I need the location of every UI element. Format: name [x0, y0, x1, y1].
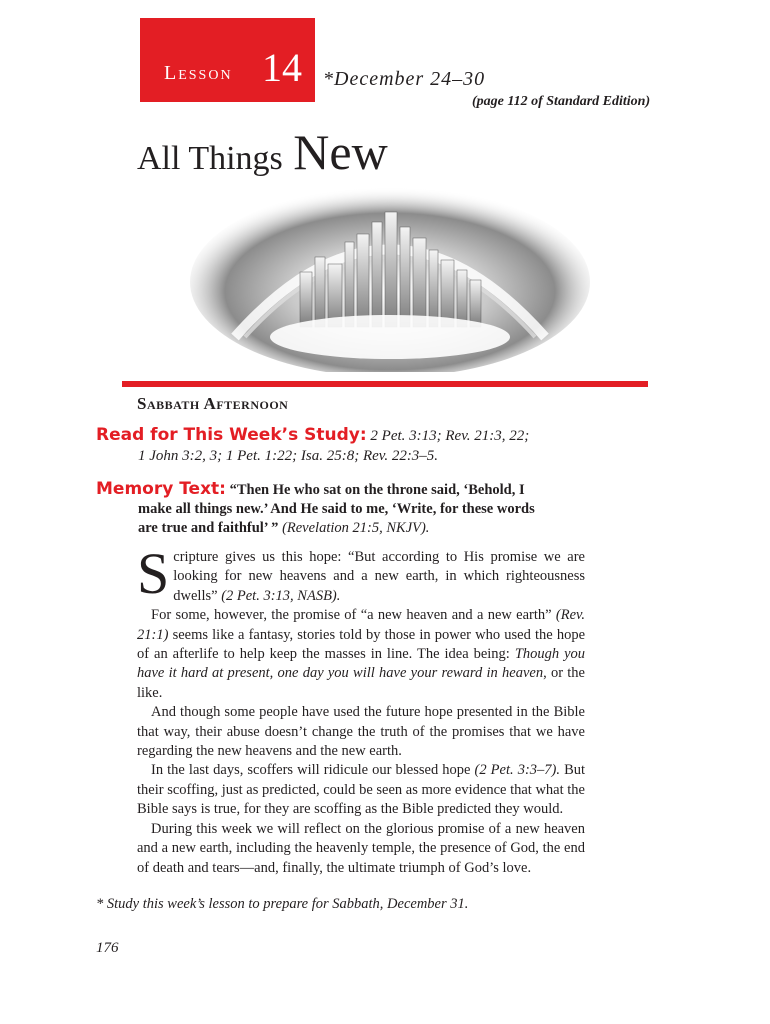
page-reference: (page 112 of Standard Edition) [472, 94, 651, 109]
section-divider [122, 381, 648, 387]
paragraph-5: During this week we will reflect on the glorious promise of a new heaven and a new earth, including the heavenly temple, the presence of God, the end of death and tears—and, finally, the ultimate triumph of God’s love. [137, 820, 585, 876]
lesson-label: Lesson [164, 62, 233, 84]
memory-text [96, 480, 591, 538]
paragraph-1: Scripture gives us this hope: “But according to His promise we are looking for new heavens and a new earth, in which righteousness dwells” (2 Pet. 3:13, NASB). [137, 541, 585, 606]
memory-reference: (Revelation 21:5, NKJV). [282, 520, 430, 536]
title-word-2: New [293, 124, 388, 180]
body-text [137, 541, 586, 878]
read-refs-line-2: 1 John 3:2, 3; 1 Pet. 1:22; Isa. 25:8; Rev. 22:3–5. [138, 448, 439, 464]
read-refs-line-1: 2 Pet. 3:13; Rev. 21:3, 22; [370, 428, 530, 444]
memory-text-line-1: “Then He who sat on the throne said, ‘Behold, I [229, 482, 525, 498]
page-number: 176 [96, 940, 119, 956]
drop-cap: S [137, 541, 170, 606]
lesson-badge [140, 18, 315, 102]
read-for-study [96, 425, 596, 466]
paragraph-3: And though some people have used the future hope presented in the Bible that way, their abuse doesn’t change the truth of the promises that we have regarding the new heavens and the new earth. [137, 704, 585, 760]
read-label: Read for This Week’s Study: [96, 425, 367, 445]
title-word-1: All Things [137, 140, 283, 177]
lesson-number: 14 [262, 45, 302, 90]
lesson-date: *December 24–30 [323, 68, 486, 90]
heavenly-city-with-rainbow-illustration [190, 172, 590, 372]
footnote: * Study this week’s lesson to prepare for Sabbath, December 31. [96, 896, 469, 912]
memory-label: Memory Text: [96, 479, 226, 499]
section-heading: Sabbath Afternoon [137, 394, 289, 413]
memory-text-line-3: are true and faithful’ ” [138, 520, 279, 536]
memory-text-line-2: make all things new.’ And He said to me, ‘Write, for these words [138, 501, 535, 517]
paragraph-4: In the last days, scoffers will ridicule our blessed hope (2 Pet. 3:3–7). But their scoffing, just as predicted, could be seen as more evidence that what the Bible says is true, for they are scoffing as the Bible predicted they would. [137, 762, 586, 818]
paragraph-2: For some, however, the promise of “a new heaven and a new earth” (Rev. 21:1) seems like a fantasy, stories told by those in power who used the hope of an afterlife to help keep the masses in line. The idea being: Though you have it hard at present, one day you will have your reward in heaven, or the like. [137, 607, 586, 701]
